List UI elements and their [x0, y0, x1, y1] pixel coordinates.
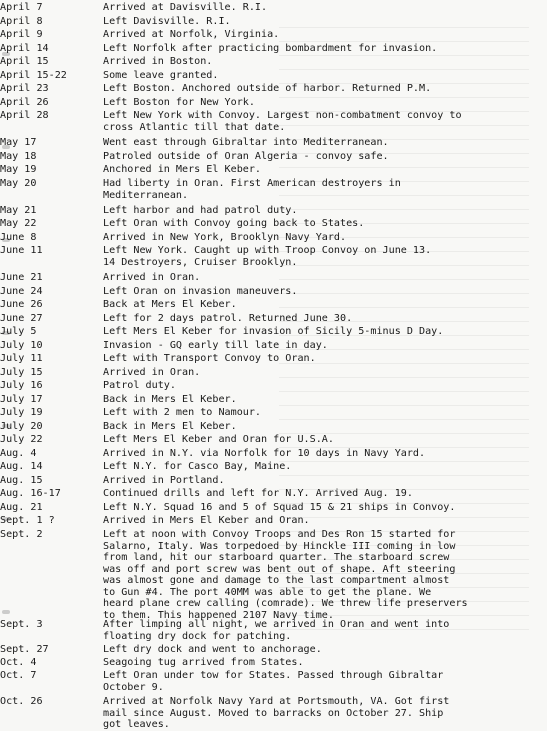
entry-text: Left Norfolk after practicing bombardment for invasion. — [103, 43, 438, 54]
entry-date: April 9 — [0, 29, 43, 40]
entry-text: Arrived in Portland. — [103, 475, 225, 486]
entry-text: Left dry dock and went to anchorage. — [103, 644, 322, 655]
entry-date: April 15 — [0, 56, 49, 67]
entry-text: Left Boston for New York. — [103, 97, 255, 108]
entry-date: Aug. 4 — [0, 448, 37, 459]
entry-text: Left Boston. Anchored outside of harbor. Returned P.M. — [103, 83, 432, 94]
entry-text: Seagoing tug arrived from States. — [103, 657, 304, 668]
entry-text: Arrived in Oran. — [103, 272, 201, 283]
entry-text: Arrived at Davisville. R.I. — [103, 2, 268, 13]
entry-date: June 24 — [0, 286, 43, 297]
entry-text: Left harbor and had patrol duty. — [103, 205, 298, 216]
entry-text: Arrived in Boston. — [103, 56, 213, 67]
entry-date: April 15-22 — [0, 70, 67, 81]
entry-text: Back in Mers El Keber. — [103, 421, 237, 432]
entry-date: May 17 — [0, 137, 37, 148]
entry-text: Back in Mers El Keber. — [103, 394, 237, 405]
entry-text: Left N.Y. for Casco Bay, Maine. — [103, 461, 292, 472]
entry-date: June 26 — [0, 299, 43, 310]
diary-log — [0, 2, 547, 730]
entry-date: Oct. 4 — [0, 657, 37, 668]
entry-text: Left Mers El Keber for invasion of Sicily 5-minus D Day. — [103, 326, 444, 337]
entry-text: Arrived in New York, Brooklyn Navy Yard. — [103, 232, 347, 243]
entry-date: April 8 — [0, 16, 43, 27]
entry-date: Sept. 3 — [0, 619, 43, 630]
entry-text: Arrived in Oran. — [103, 367, 201, 378]
entry-text: Arrived at Norfolk Navy Yard at Portsmouth, VA. Got first mail since August. Moved to barracks on October 27. Ship got leaves. — [103, 696, 450, 730]
entry-date: Sept. 27 — [0, 644, 49, 655]
entry-text: Left Oran with Convoy going back to States. — [103, 218, 365, 229]
entry-date: May 18 — [0, 151, 37, 162]
entry-date: July 5 — [0, 326, 37, 337]
entry-date: July 20 — [0, 421, 43, 432]
entry-date: Aug. 15 — [0, 475, 43, 486]
entry-date: April 14 — [0, 43, 49, 54]
entry-text: Left for 2 days patrol. Returned June 30. — [103, 313, 353, 324]
entry-text: Left New York with Convoy. Largest non-combatment convoy to cross Atlantic till that date. — [103, 110, 462, 133]
entry-text: Left at noon with Convoy Troops and Des Ron 15 started for Salarno, Italy. Was torpedoed by Hinckle III coming in low from land, hit our starboard quarter. The starboard screw was off and port screw was bent out of shape. Aft steering was almost gone and damage to the last compartment almost to Gun #4. The port 40MM was able to get the plane. We heard plane crew calling (comrade). We threw life preservers to them. This happened 2107 Navy time. — [103, 529, 468, 621]
entry-date: April 23 — [0, 83, 49, 94]
entry-date: Sept. 2 — [0, 529, 43, 540]
entry-date: Oct. 26 — [0, 696, 43, 707]
entry-text: Went east through Gibraltar into Mediterranean. — [103, 137, 389, 148]
entry-text: Back at Mers El Keber. — [103, 299, 237, 310]
entry-text: Some leave granted. — [103, 70, 219, 81]
entry-text: Anchored in Mers El Keber. — [103, 164, 262, 175]
entry-date: Aug. 14 — [0, 461, 43, 472]
entry-text: Left Oran under tow for States. Passed through Gibraltar October 9. — [103, 670, 444, 693]
entry-text: Patrol duty. — [103, 380, 176, 391]
entry-date: May 20 — [0, 178, 37, 189]
entry-text: Arrived in Mers El Keber and Oran. — [103, 515, 310, 526]
entry-date: May 21 — [0, 205, 37, 216]
entry-date: July 10 — [0, 340, 43, 351]
entry-date: June 21 — [0, 272, 43, 283]
entry-date: July 17 — [0, 394, 43, 405]
entry-date: June 11 — [0, 245, 43, 256]
entry-text: Invasion - GQ early till late in day. — [103, 340, 328, 351]
entry-text: Arrived in N.Y. via Norfolk for 10 days in Navy Yard. — [103, 448, 426, 459]
entry-date: Sept. 1 ? — [0, 515, 55, 526]
entry-text: Patroled outside of Oran Algeria - convoy safe. — [103, 151, 389, 162]
entry-text: Continued drills and left for N.Y. Arrived Aug. 19. — [103, 488, 413, 499]
entry-date: April 26 — [0, 97, 49, 108]
entry-date: April 28 — [0, 110, 49, 121]
entry-text: Left Mers El Keber and Oran for U.S.A. — [103, 434, 334, 445]
entry-text: Left N.Y. Squad 16 and 5 of Squad 15 & 21 ships in Convoy. — [103, 502, 456, 513]
entry-date: April 7 — [0, 2, 43, 13]
entry-date: July 22 — [0, 434, 43, 445]
entry-text: After limping all night, we arrived in Oran and went into floating dry dock for patching. — [103, 619, 450, 642]
entry-text: Arrived at Norfolk, Virginia. — [103, 29, 280, 40]
entry-date: Aug. 21 — [0, 502, 43, 513]
entry-text: Left Davisville. R.I. — [103, 16, 231, 27]
entry-date: July 11 — [0, 353, 43, 364]
entry-date: July 15 — [0, 367, 43, 378]
entry-text: Left New York. Caught up with Troop Convoy on June 13. 14 Destroyers, Cruiser Brooklyn. — [103, 245, 432, 268]
entry-date: May 22 — [0, 218, 37, 229]
entry-date: July 19 — [0, 407, 43, 418]
entry-date: June 27 — [0, 313, 43, 324]
entry-date: Oct. 7 — [0, 670, 37, 681]
entry-text: Left with Transport Convoy to Oran. — [103, 353, 316, 364]
entry-date: May 19 — [0, 164, 37, 175]
entry-text: Had liberty in Oran. First American destroyers in Mediterranean. — [103, 178, 401, 201]
entry-date: June 8 — [0, 232, 37, 243]
entry-text: Left Oran on invasion maneuvers. — [103, 286, 298, 297]
entry-text: Left with 2 men to Namour. — [103, 407, 262, 418]
entry-date: Aug. 16-17 — [0, 488, 61, 499]
entry-date: July 16 — [0, 380, 43, 391]
